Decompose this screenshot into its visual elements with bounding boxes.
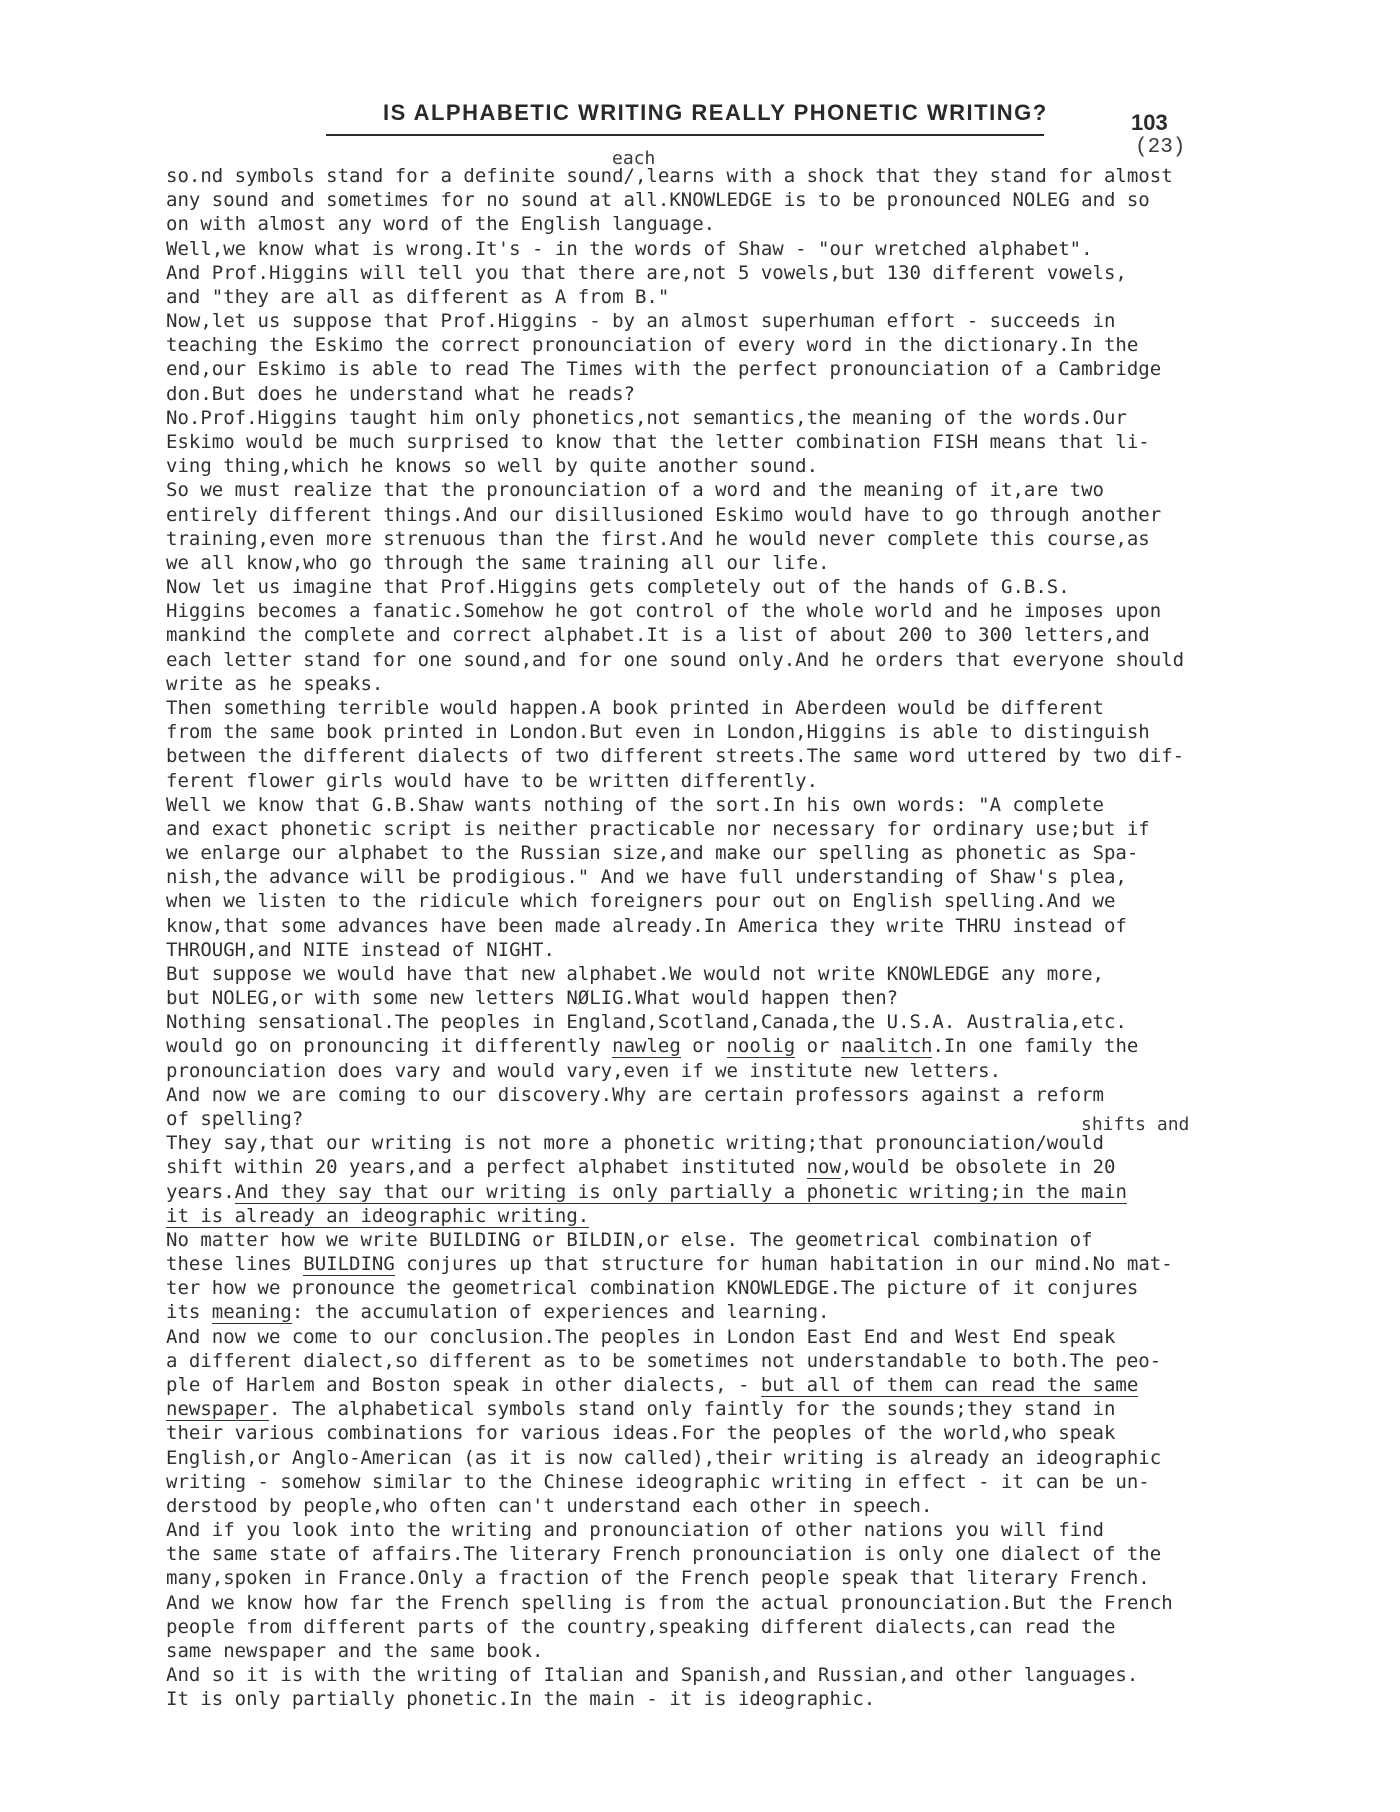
text-segment: derstood by people,who often can't understand each other in speech. [166, 1494, 933, 1517]
text-segment: its [166, 1301, 212, 1324]
text-segment: same newspaper and the same book. [166, 1639, 544, 1662]
text-segment: mankind the complete and correct alphabet.It is a list of about 200 to 300 letters,and [166, 624, 1150, 647]
text-line [166, 914, 1127, 938]
text-line [166, 1131, 1104, 1155]
text-segment: the same state of affairs.The literary French pronounciation is only one dialect of the [166, 1543, 1162, 1566]
page-number: 103 [1131, 110, 1168, 135]
text-line [166, 503, 1161, 527]
text-segment: ,would be obsolete in 20 [840, 1156, 1116, 1179]
text-line [166, 285, 669, 309]
text-line [166, 793, 1104, 817]
underlined-text: And they say that our writing is only partially a phonetic writing;in the main [234, 1180, 1127, 1203]
text-segment: Nothing sensational.The peoples in England,Scotland,Canada,the U.S.A. Australia,etc. [166, 1011, 1127, 1034]
underlined-text: meaning [211, 1301, 292, 1324]
text-line [166, 1300, 829, 1324]
text-line [166, 1542, 1161, 1566]
text-segment: write as he speaks. [166, 672, 384, 695]
text-line [166, 1446, 1161, 1470]
text-segment: nish,the advance will be prodigious." And we have full understanding of Shaw's plea, [166, 866, 1127, 889]
text-line [166, 769, 818, 793]
text-line [166, 1373, 1138, 1397]
text-line [166, 1397, 1115, 1421]
text-line [166, 1155, 1115, 1179]
text-line [166, 1518, 1104, 1542]
text-segment: ferent flower girls would have to be written differently. [166, 769, 819, 792]
text-line [166, 527, 1150, 551]
text-line [166, 357, 1161, 381]
text-segment: Then something terrible would happen.A book printed in Aberdeen would be different [166, 696, 1104, 719]
text-segment: And we know how far the French spelling is from the actual pronounciation.But the French [166, 1591, 1173, 1614]
text-line [166, 309, 1115, 333]
text-segment: No.Prof.Higgins taught him only phonetics,not semantics,the meaning of the words.Our [166, 406, 1127, 429]
text-line [166, 841, 1138, 865]
text-line [166, 575, 1070, 599]
text-segment: and exact phonetic script is neither practicable nor necessary for ordinary use;but if [166, 817, 1150, 840]
text-line [166, 1276, 1138, 1300]
text-segment: So we must realize that the pronounciation of a word and the meaning of it,are two [166, 479, 1104, 502]
underlined-text: noolig [726, 1035, 796, 1058]
text-line [166, 938, 555, 962]
text-line [166, 696, 1104, 720]
text-line [166, 1591, 1173, 1615]
page-number-alt: (23) [1135, 136, 1186, 159]
text-line [166, 237, 1093, 261]
text-line [166, 164, 1173, 188]
text-line [166, 1325, 1115, 1349]
text-segment: years. [166, 1180, 235, 1203]
text-line [166, 261, 1127, 285]
text-segment: Well,we know what is wrong.It's - in the words of Shaw - "our wretched alphabet". [166, 237, 1093, 260]
text-segment: a different dialect,so different as to be sometimes not understandable to both.The peo- [166, 1349, 1162, 1372]
text-line [166, 430, 1150, 454]
text-segment: don.But does he understand what he reads? [166, 382, 635, 405]
text-segment: Well we know that G.B.Shaw wants nothing of the sort.In his own words: "A complete [166, 793, 1104, 816]
text-segment: end,our Eskimo is able to read The Times with the perfect pronounciation of a Cambridge [166, 358, 1162, 381]
text-segment: so.nd symbols stand for a definite sound/,learns with a shock that they stand for almost [166, 165, 1173, 187]
text-segment: but NOLEG,or with some new letters NØLIG.What would happen then? [166, 987, 899, 1010]
text-line [166, 865, 1127, 889]
text-segment: of spelling? [166, 1108, 304, 1131]
text-line [166, 212, 715, 236]
text-segment: They say,that our writing is not more a phonetic writing;that pronounciation/would [166, 1132, 1104, 1155]
text-line [166, 1349, 1161, 1373]
text-segment: ter how we pronounce the geometrical combination KNOWLEDGE.The picture of it conjures [166, 1277, 1139, 1300]
text-segment: . The alphabetical symbols stand only faintly for the sounds;they stand in [268, 1398, 1116, 1421]
text-line [166, 1566, 1150, 1590]
text-segment: or [680, 1035, 727, 1058]
text-segment: each letter stand for one sound,and for one sound only.And he orders that everyone should [166, 648, 1185, 671]
text-segment: ving thing,which he knows so well by quite another sound. [166, 455, 819, 478]
page-title: IS ALPHABETIC WRITING REALLY PHONETIC WRITING? [383, 100, 1048, 125]
text-segment: many,spoken in France.Only a fraction of the French people speak that literary French. [166, 1567, 1150, 1590]
underlined-text: BUILDING [303, 1253, 395, 1276]
text-segment: ple of Harlem and Boston speak in other dialects, - [166, 1374, 761, 1396]
text-line [166, 1107, 303, 1131]
text-segment: teaching the Eskimo the correct pronounciation of every word in the dictionary.In the [166, 334, 1139, 357]
text-segment: Now let us imagine that Prof.Higgins gets completely out of the hands of G.B.S. [166, 576, 1070, 599]
text-segment: Eskimo would be much surprised to know that the letter combination FISH means that li- [166, 430, 1150, 453]
text-segment: would go on pronouncing it differently [166, 1035, 613, 1058]
text-line [166, 551, 829, 575]
underlined-text: naalitch [840, 1035, 933, 1058]
text-line [166, 1010, 1127, 1034]
text-segment: And so it is with the writing of Italian and Spanish,and Russian,and other languages. [166, 1664, 1139, 1687]
text-segment: And now we come to our conclusion.The peoples in London East End and West End speak [166, 1325, 1116, 1348]
text-line [166, 333, 1138, 357]
text-segment: from the same book printed in London.But even in London,Higgins is able to distinguish [166, 721, 1150, 744]
text-line [166, 1687, 875, 1711]
text-line [166, 1252, 1173, 1276]
text-segment: THROUGH,and NITE instead of NIGHT. [166, 938, 555, 961]
text-line [166, 1494, 932, 1518]
text-line [166, 1470, 1150, 1494]
text-segment: we all know,who go through the same training all our life. [166, 551, 830, 574]
text-line [166, 817, 1150, 841]
text-segment: English,or Anglo-American (as it is now called),their writing is already an ideographic [166, 1446, 1162, 1469]
text-segment: any sound and sometimes for no sound at all.KNOWLEDGE is to be pronounced NOLEG and so [166, 189, 1150, 212]
text-line [166, 478, 1104, 502]
text-line [166, 1083, 1104, 1107]
text-line [166, 1228, 1093, 1252]
text-line [166, 188, 1150, 212]
text-line [166, 623, 1150, 647]
text-segment: conjures up that structure for human habitation in our mind.No mat- [394, 1253, 1173, 1276]
underlined-text: nawleg [612, 1035, 681, 1058]
text-line [166, 1421, 1115, 1445]
text-segment: It is only partially phonetic.In the main - it is ideographic. [166, 1688, 876, 1711]
text-segment: training,even more strenuous than the first.And he would never complete this course,as [166, 527, 1150, 550]
text-segment: And Prof.Higgins will tell you that there are,not 5 vowels,but 130 different vowels, [166, 261, 1127, 284]
text-line [166, 406, 1127, 430]
handwritten-insertion-shifts-and: shifts and [1081, 1114, 1190, 1135]
text-line [166, 382, 635, 406]
text-line [166, 648, 1184, 672]
text-segment: : the accumulation of experiences and learning. [291, 1301, 830, 1324]
text-segment: No matter how we write BUILDING or BILDIN,or else. The geometrical combination of [166, 1228, 1093, 1251]
text-segment: these lines [166, 1253, 304, 1276]
text-segment: know,that some advances have been made already.In America they write THRU instead of [166, 914, 1127, 937]
text-line [166, 599, 1161, 623]
underlined-text: but all of them can read the same [760, 1374, 1139, 1396]
text-segment: when we listen to the ridicule which foreigners pour out on English spelling.And we [166, 890, 1116, 913]
text-segment: And now we are coming to our discovery.Why are certain professors against a reform [166, 1083, 1104, 1106]
text-line [166, 1639, 544, 1663]
text-segment: shift within 20 years,and a perfect alphabet instituted [166, 1156, 807, 1179]
text-line [166, 889, 1115, 913]
text-segment: or [795, 1035, 841, 1058]
text-line [166, 454, 818, 478]
underlined-text: now [806, 1156, 841, 1179]
text-segment: pronounciation does vary and would vary,even if we institute new letters. [166, 1059, 1002, 1082]
text-segment: writing - somehow similar to the Chinese ideographic writing in effect - it can be un- [166, 1470, 1150, 1493]
text-segment: and "they are all as different as A from B." [166, 285, 670, 308]
text-segment: their various combinations for various ideas.For the peoples of the world,who speak [166, 1422, 1116, 1445]
text-segment: we enlarge our alphabet to the Russian size,and make our spelling as phonetic as Spa- [166, 842, 1139, 865]
text-segment: .In one family the [932, 1035, 1139, 1058]
text-segment: people from different parts of the country,speaking different dialects,can read the [166, 1615, 1116, 1638]
text-line [166, 720, 1150, 744]
text-segment: Higgins becomes a fanatic.Somehow he got control of the whole world and he imposes upon [166, 600, 1162, 623]
text-line [166, 962, 1104, 986]
text-segment: Now,let us suppose that Prof.Higgins - by an almost superhuman effort - succeeds in [166, 310, 1116, 333]
text-line [166, 1034, 1138, 1058]
text-line [166, 986, 898, 1010]
text-segment: But suppose we would have that new alphabet.We would not write KNOWLEDGE any more, [166, 962, 1104, 985]
text-line [166, 1180, 1127, 1204]
text-segment: entirely different things.And our disillusioned Eskimo would have to go through another [166, 503, 1162, 526]
handwritten-insertion-each: each [612, 148, 656, 169]
text-segment: on with almost any word of the English language. [166, 213, 716, 236]
text-segment: And if you look into the writing and pronounciation of other nations you will find [166, 1519, 1104, 1542]
text-line [166, 672, 383, 696]
text-line [166, 1615, 1115, 1639]
text-line [166, 744, 1184, 768]
underlined-text: newspaper [166, 1398, 269, 1421]
text-line [166, 1204, 589, 1228]
underlined-text: it is already an ideographic writing. [166, 1204, 590, 1227]
title-rule [326, 134, 1044, 136]
text-line [166, 1059, 1001, 1083]
text-segment: between the different dialects of two different streets.The same word uttered by two dif- [166, 745, 1185, 768]
text-line [166, 1663, 1138, 1687]
